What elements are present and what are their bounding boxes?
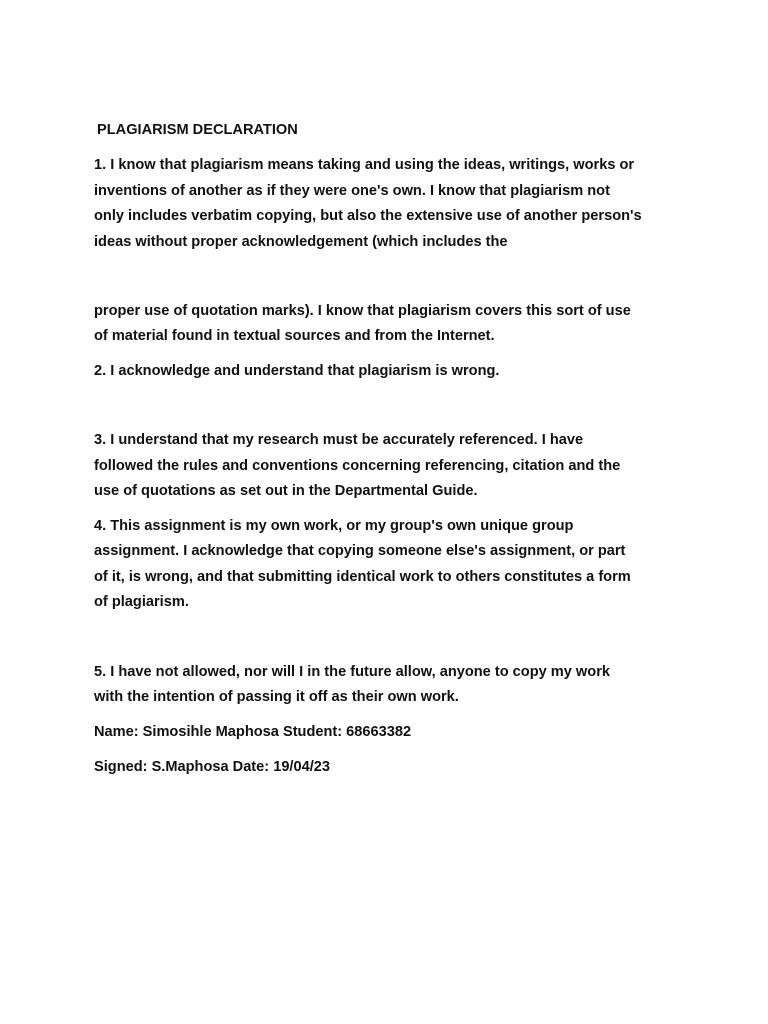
document-title: PLAGIARISM DECLARATION [97,122,298,138]
paragraph-1-line-6: of material found in textual sources and from the Internet. [94,328,495,344]
paragraph-5-line-2: with the intention of passing it off as their own work. [94,689,459,705]
signed-date-line: Signed: S.Maphosa Date: 19/04/23 [94,759,331,775]
paragraph-1-line-4: ideas without proper acknowledgement (which includes the [94,234,508,250]
paragraph-1-line-2: inventions of another as if they were one's own. I know that plagiarism not [94,183,610,199]
paragraph-2-line-1: 2. I acknowledge and understand that plagiarism is wrong. [94,363,500,379]
paragraph-5-line-1: 5. I have not allowed, nor will I in the future allow, anyone to copy my work [94,664,610,680]
paragraph-4-line-4: of plagiarism. [94,594,189,610]
paragraph-3-line-3: use of quotations as set out in the Departmental Guide. [94,483,478,499]
paragraph-1-line-3: only includes verbatim copying, but also the extensive use of another person's [94,208,642,224]
paragraph-1-line-5: proper use of quotation marks). I know that plagiarism covers this sort of use [94,303,631,319]
paragraph-4-line-1: 4. This assignment is my own work, or my group's own unique group [94,518,574,534]
paragraph-3-line-2: followed the rules and conventions concerning referencing, citation and the [94,458,621,474]
paragraph-1-line-1: 1. I know that plagiarism means taking and using the ideas, writings, works or [94,157,635,173]
paragraph-4-line-2: assignment. I acknowledge that copying someone else's assignment, or part [94,543,626,559]
paragraph-4-line-3: of it, is wrong, and that submitting identical work to others constitutes a form [94,569,631,585]
name-student-line: Name: Simosihle Maphosa Student: 68663382 [94,724,412,740]
paragraph-3-line-1: 3. I understand that my research must be accurately referenced. I have [94,432,584,448]
